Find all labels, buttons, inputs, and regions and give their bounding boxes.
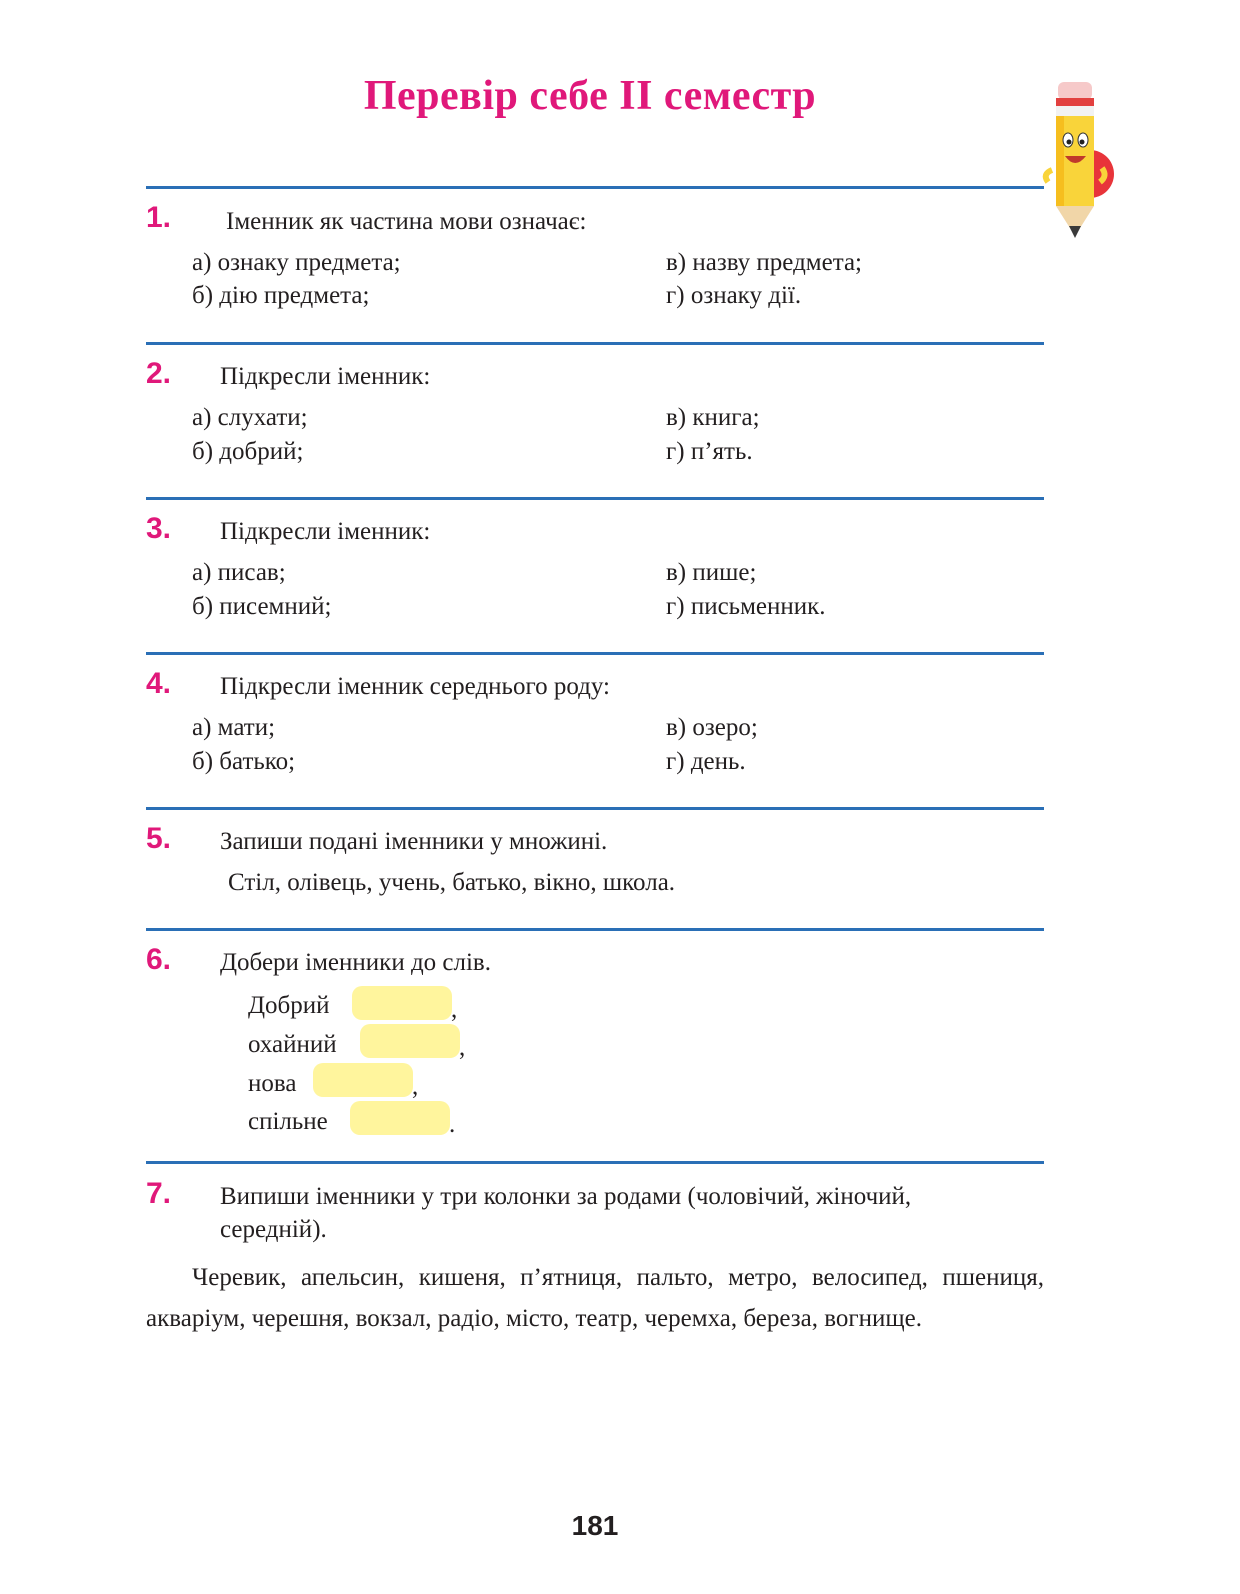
answer-blank[interactable] (352, 986, 452, 1020)
page-title: Перевір себе II семестр (363, 73, 817, 119)
task-question: Підкресли іменник: (220, 518, 431, 545)
page-number: 181 (571, 1510, 619, 1541)
adjective-word: спільне (248, 1108, 328, 1135)
section-divider (146, 928, 1044, 931)
task-number: 5. (146, 822, 172, 855)
task-question: Запиши подані іменники у множині. (220, 828, 608, 855)
answer-option: а) ознаку предмета; (192, 249, 401, 276)
pencil-mascot-icon (1028, 78, 1118, 248)
answer-option: г) п’ять. (666, 438, 753, 465)
adjective-word: Добрий (248, 992, 330, 1019)
section-divider (146, 186, 1044, 189)
task-question: Випиши іменники у три колонки за родами (чоловічий, жіночий, (220, 1183, 912, 1210)
answer-option: б) писемний; (192, 593, 332, 620)
adjective-word: нова (248, 1070, 297, 1097)
answer-blank[interactable] (350, 1101, 450, 1135)
task-question: Добери іменники до слів. (220, 949, 491, 976)
task-number: 4. (146, 667, 172, 700)
answer-option: б) добрий; (192, 438, 304, 465)
answer-option: б) батько; (192, 748, 296, 775)
blank-punctuation: , (451, 996, 458, 1023)
answer-blank[interactable] (360, 1024, 460, 1058)
task-number: 3. (146, 512, 172, 545)
answer-option: а) мати; (192, 714, 276, 741)
answer-option: в) озеро; (666, 714, 758, 741)
answer-option: в) книга; (666, 404, 760, 431)
noun-list-paragraph: Черевик, апельсин, кишеня, п’ятниця, пальто, метро, велосипед, пшениця, акваріум, черешня, вокзал, радіо, місто, театр, черемха, береза, вогнище. (146, 1264, 1044, 1332)
section-divider (146, 652, 1044, 655)
answer-option: г) день. (666, 748, 746, 775)
task-number: 7. (146, 1177, 172, 1210)
answer-option: а) слухати; (192, 404, 308, 431)
answer-option: г) ознаку дії. (666, 282, 802, 309)
task-number: 2. (146, 357, 172, 390)
task-question: Підкресли іменник середнього роду: (220, 673, 610, 700)
adjective-word: охайний (248, 1031, 337, 1058)
blank-punctuation: , (459, 1034, 466, 1061)
blank-punctuation: . (449, 1111, 456, 1138)
answer-blank[interactable] (313, 1063, 413, 1097)
section-divider (146, 497, 1044, 500)
task-question: Іменник як частина мови означає: (226, 208, 587, 235)
task-number: 6. (146, 943, 172, 976)
task-question-continued: середній). (220, 1216, 327, 1243)
word-list: Стіл, олівець, учень, батько, вікно, школа. (228, 869, 676, 896)
task-question: Підкресли іменник: (220, 363, 431, 390)
section-divider (146, 807, 1044, 810)
answer-option: г) письменник. (666, 593, 826, 620)
blank-punctuation: , (412, 1073, 419, 1100)
answer-option: а) писав; (192, 559, 286, 586)
section-divider (146, 342, 1044, 345)
section-divider (146, 1161, 1044, 1164)
answer-option: в) пише; (666, 559, 757, 586)
answer-option: б) дію предмета; (192, 282, 370, 309)
answer-option: в) назву предмета; (666, 249, 862, 276)
task-number: 1. (146, 201, 172, 234)
